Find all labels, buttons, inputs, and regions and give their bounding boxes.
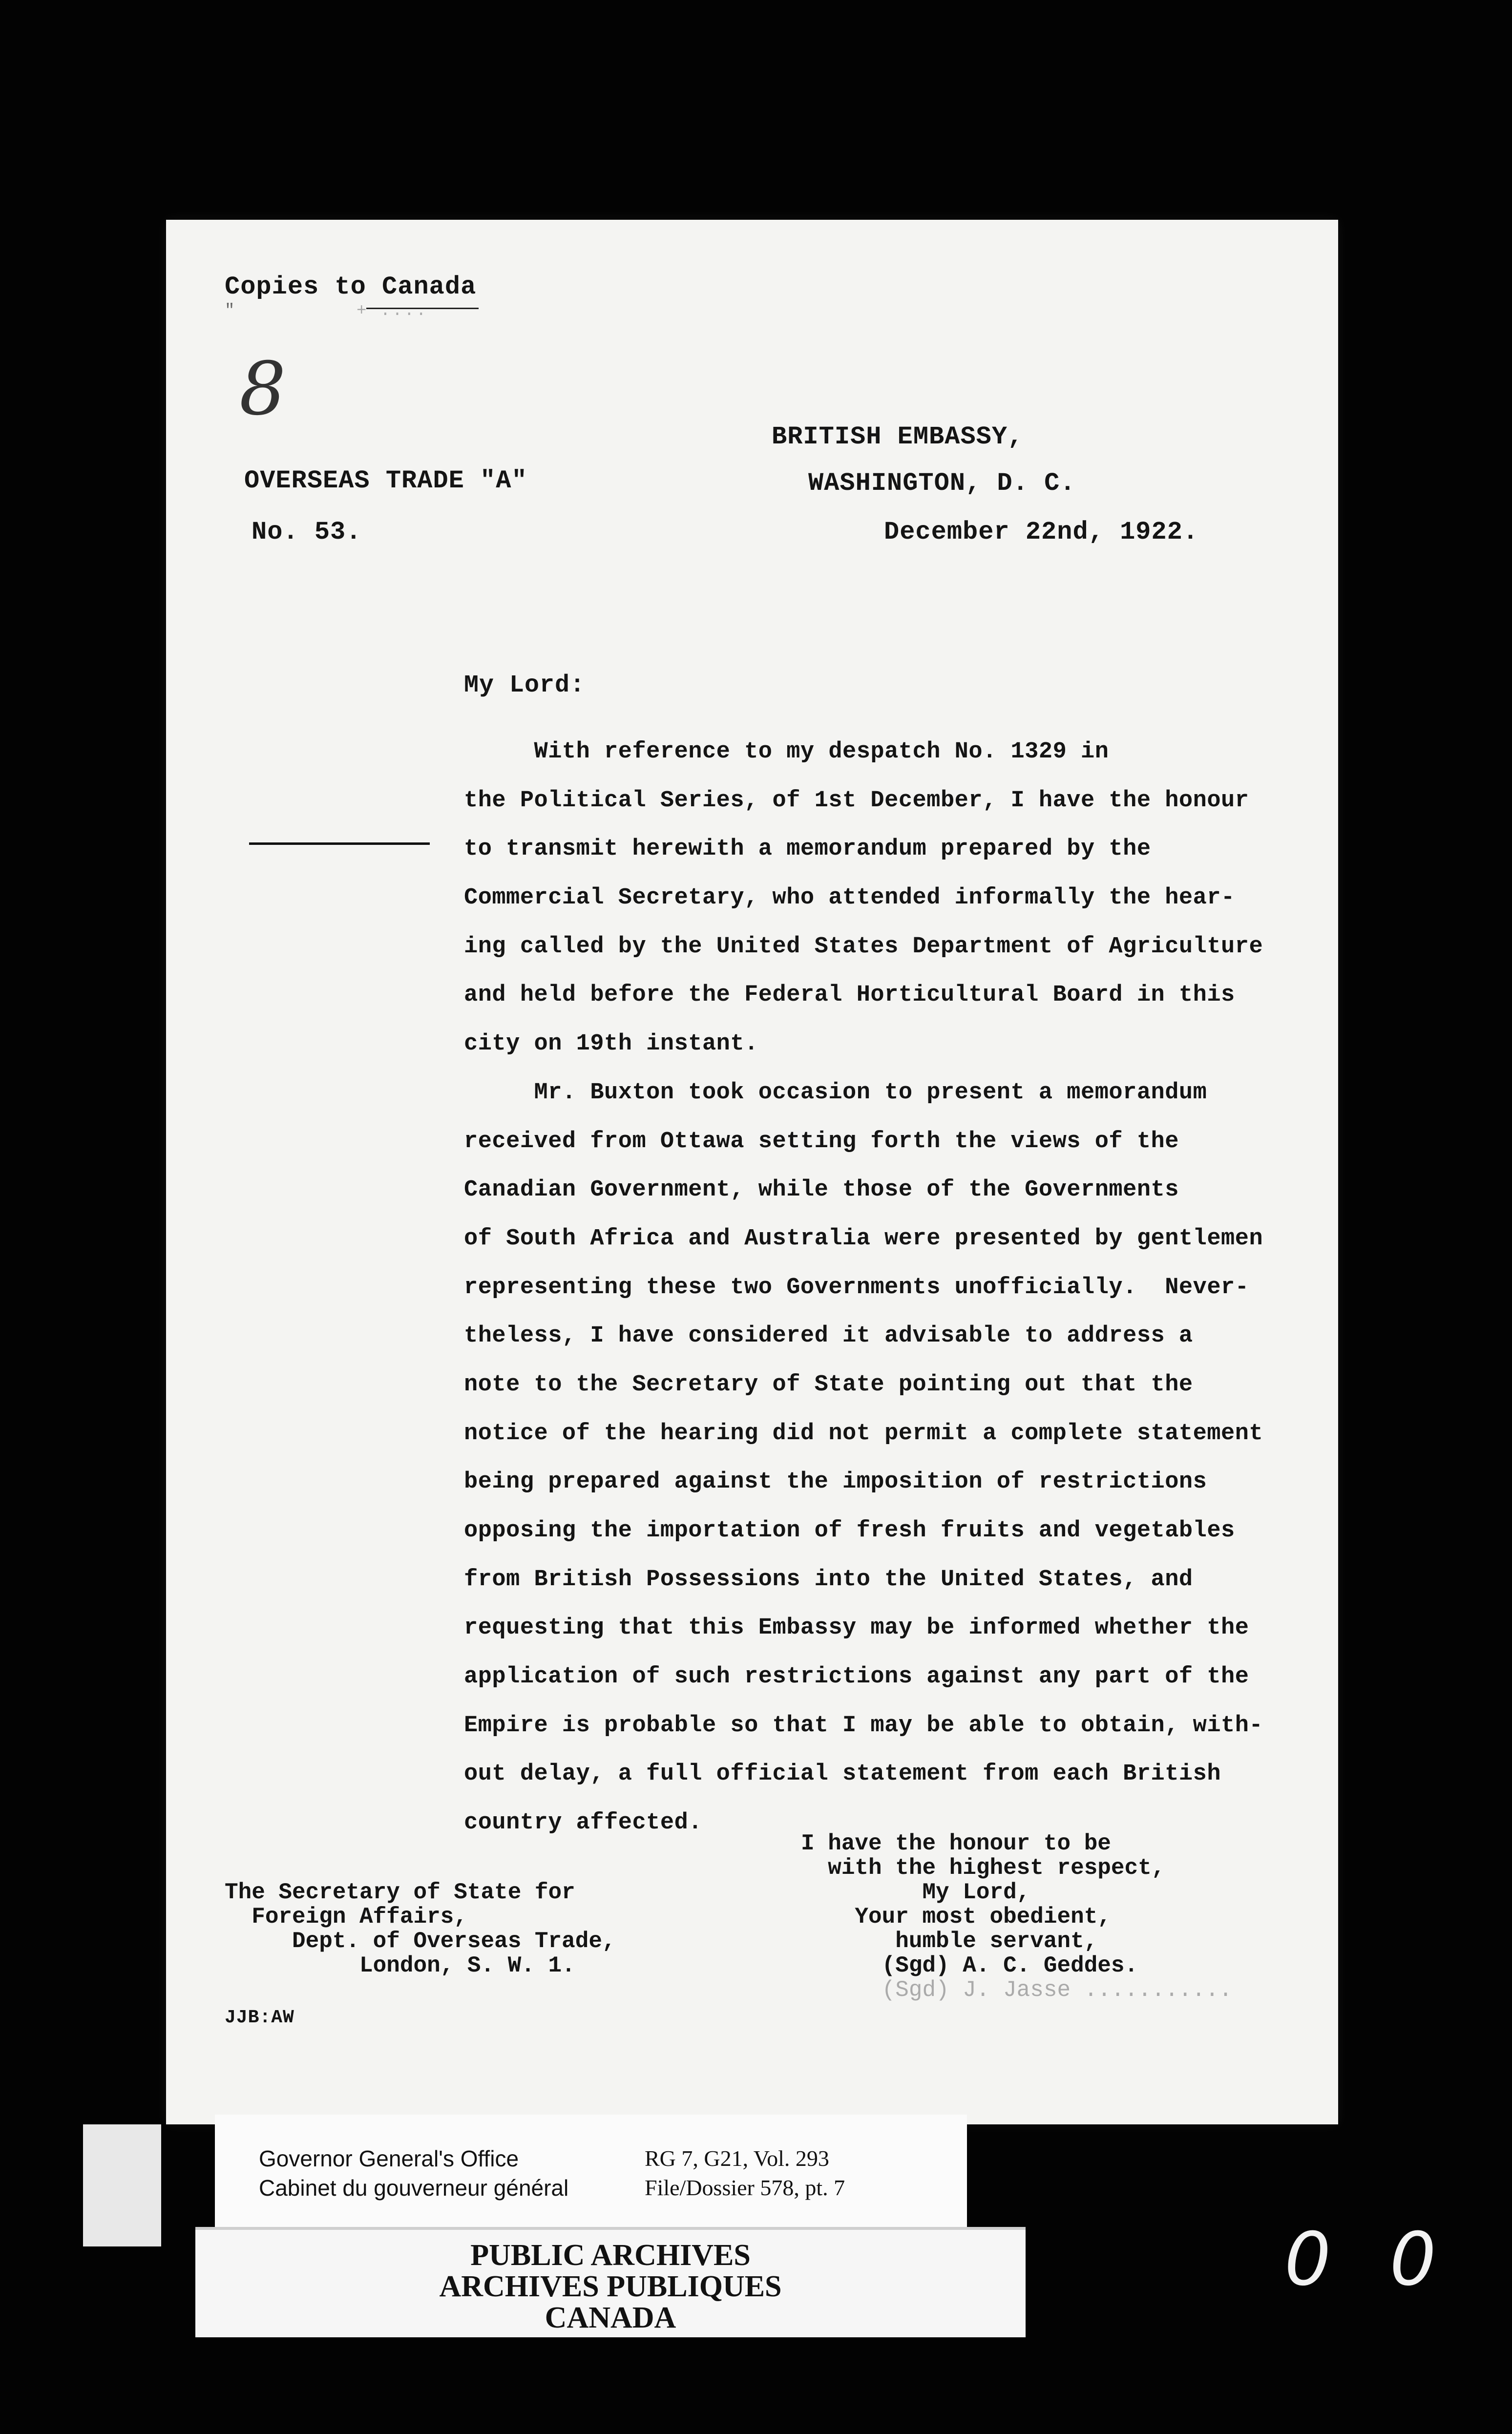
body-line: being prepared against the imposition of restrictions bbox=[464, 1469, 1207, 1495]
file-references bbox=[645, 2144, 845, 2203]
closing-line: humble servant, bbox=[801, 1929, 1098, 1954]
record-group-ref: RG 7, G21, Vol. 293 bbox=[645, 2146, 829, 2171]
body-line: Commercial Secretary, who attended informally the hear- bbox=[464, 885, 1235, 911]
handwritten-mark: 8 bbox=[239, 347, 286, 432]
closing-line: Your most obedient, bbox=[801, 1904, 1111, 1930]
archive-reference-label bbox=[215, 2115, 967, 2242]
closing-line: My Lord, bbox=[801, 1880, 1030, 1905]
series-heading: OVERSEAS TRADE "A" bbox=[244, 466, 527, 495]
stamp-line-country: CANADA bbox=[545, 2301, 676, 2334]
label-edge bbox=[83, 2124, 161, 2246]
body-line: opposing the importation of fresh fruits and vegetables bbox=[464, 1518, 1235, 1544]
addressee-line: The Secretary of State for bbox=[225, 1880, 575, 1905]
body-line: Empire is probable so that I may be able to obtain, with- bbox=[464, 1712, 1263, 1739]
body-line: the Political Series, of 1st December, I have the honour bbox=[464, 787, 1249, 814]
body-line: application of such restrictions against any part of the bbox=[464, 1664, 1249, 1690]
body-line: Mr. Buxton took occasion to present a memorandum bbox=[464, 1079, 1207, 1106]
embassy-name: BRITISH EMBASSY, bbox=[772, 422, 1024, 451]
body-line: and held before the Federal Horticultural Board in this bbox=[464, 982, 1235, 1008]
archives-stamp bbox=[195, 2227, 1026, 2337]
body-line: from British Possessions into the United States, and bbox=[464, 1566, 1193, 1593]
addressee-line: Foreign Affairs, bbox=[225, 1904, 467, 1930]
ditto-faint-text: + .... bbox=[357, 302, 428, 320]
salutation: My Lord: bbox=[464, 671, 586, 699]
body-line: representing these two Governments unofficially. Never- bbox=[464, 1274, 1249, 1301]
faint-signature-line: (Sgd) J. Jasse ........... bbox=[801, 1977, 1233, 2003]
body-line: note to the Secretary of State pointing out that the bbox=[464, 1371, 1193, 1398]
body-line: notice of the hearing did not permit a complete statement bbox=[464, 1420, 1263, 1447]
stamp-line-en: PUBLIC ARCHIVES bbox=[470, 2239, 751, 2272]
body-line: to transmit herewith a memorandum prepared by the bbox=[464, 836, 1151, 862]
office-name-fr: Cabinet du gouverneur général bbox=[259, 2175, 569, 2201]
body-line: received from Ottawa setting forth the views of the bbox=[464, 1128, 1179, 1154]
body-line: city on 19th instant. bbox=[464, 1031, 758, 1057]
letter-page bbox=[166, 220, 1338, 2124]
margin-rule bbox=[249, 842, 430, 845]
body-line: ing called by the United States Department of Agriculture bbox=[464, 933, 1263, 960]
body-line: out delay, a full official statement from each British bbox=[464, 1761, 1221, 1787]
body-line: theless, I have considered it advisable to address a bbox=[464, 1323, 1193, 1349]
letter-date: December 22nd, 1922. bbox=[884, 518, 1199, 546]
file-dossier-ref: File/Dossier 578, pt. 7 bbox=[645, 2175, 845, 2200]
closing-line: with the highest respect, bbox=[801, 1855, 1165, 1881]
addressee-line: Dept. of Overseas Trade, bbox=[225, 1929, 616, 1954]
typist-initials: JJB:AW bbox=[225, 2007, 294, 2028]
office-names bbox=[259, 2144, 568, 2203]
ditto-mark: " bbox=[225, 302, 235, 320]
despatch-number: No. 53. bbox=[252, 518, 362, 546]
body-line: country affected. bbox=[464, 1810, 702, 1836]
body-line: of South Africa and Australia were presented by gentlemen bbox=[464, 1225, 1263, 1252]
body-line: requesting that this Embassy may be informed whether the bbox=[464, 1615, 1249, 1641]
letter-body bbox=[464, 728, 1319, 1847]
embassy-city: WASHINGTON, D. C. bbox=[808, 469, 1076, 498]
body-line: With reference to my despatch No. 1329 in bbox=[464, 739, 1109, 765]
frame-counter: 00 bbox=[1284, 2217, 1495, 2302]
body-line: Canadian Government, while those of the Governments bbox=[464, 1177, 1179, 1203]
copies-note: Copies to Canada bbox=[225, 273, 477, 301]
signature-line: (Sgd) A. C. Geddes. bbox=[801, 1953, 1138, 1978]
office-name-en: Governor General's Office bbox=[259, 2146, 519, 2171]
addressee-line: London, S. W. 1. bbox=[225, 1953, 575, 1978]
closing-line: I have the honour to be bbox=[801, 1831, 1111, 1856]
stamp-line-fr: ARCHIVES PUBLIQUES bbox=[439, 2270, 782, 2303]
